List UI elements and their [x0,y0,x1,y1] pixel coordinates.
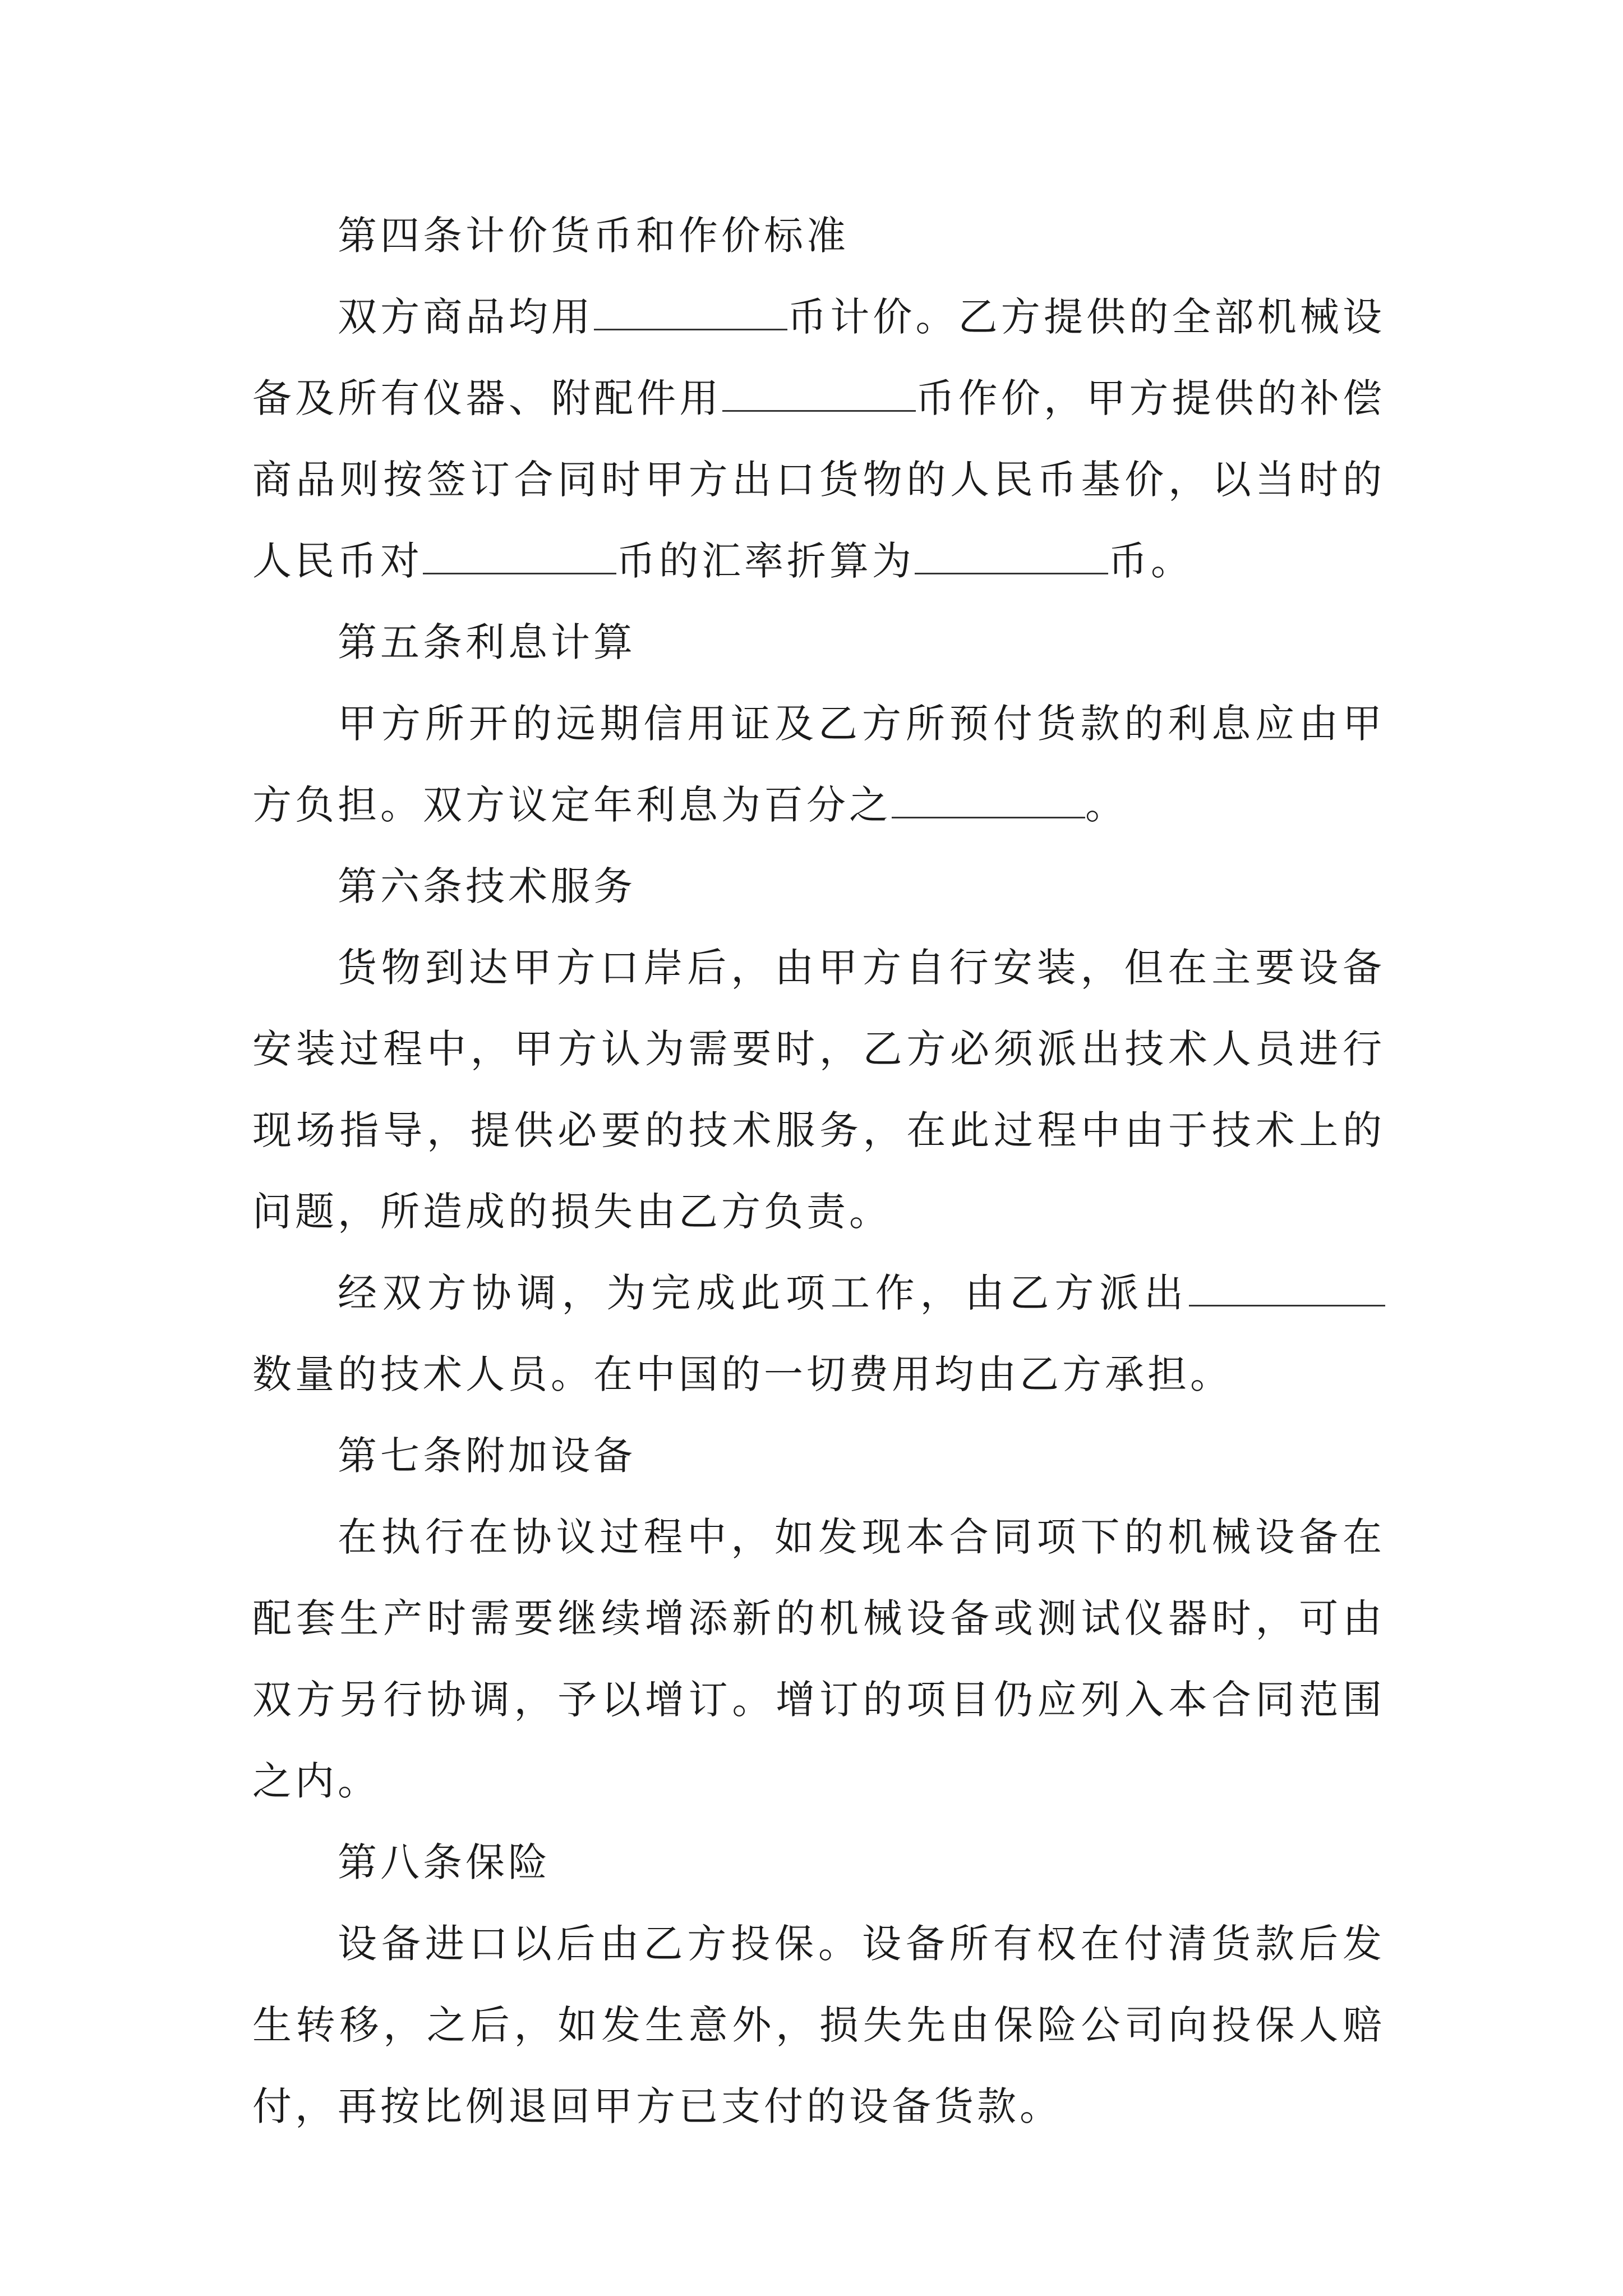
blank-currency-4[interactable] [915,540,1108,574]
blank-technician-count[interactable] [1189,1272,1385,1306]
article-4-text-a: 双方商品均用 [338,294,594,340]
article-5-text-b: 。 [1085,782,1128,828]
blank-currency-3[interactable] [423,540,616,574]
article-7-paragraph: 在执行在协议过程中，如发现本合同项下的机械设备在配套生产时需要继续增添新的机械设备或测试仪器时，可由双方另行协调，予以增订。增订的项目仍应列入本合同范围之内。 [252,1514,1385,1804]
article-5-paragraph [252,683,1385,846]
blank-interest-rate[interactable] [892,784,1085,818]
article-6-paragraph-2 [252,1253,1385,1415]
article-6-heading: 第六条技术服务 [338,863,636,909]
article-5-heading: 第五条利息计算 [338,619,636,665]
article-4-text-c: 币作价，甲方提供的补偿商品则按签订合同时甲方出口货物的人民币基价，以当时的人民币对 [252,375,1385,584]
article-6-text-b: 数量的技术人员。在中国的一切费用均由乙方承担。 [252,1351,1233,1397]
article-6-paragraph-1: 货物到达甲方口岸后，由甲方自行安装，但在主要设备安装过程中，甲方认为需要时，乙方必须派出技术人员进行现场指导，提供必要的技术服务，在此过程中由于技术上的问题，所造成的损失由乙方负责。 [252,945,1385,1235]
article-4-heading: 第四条计价货币和作价标准 [338,213,849,259]
article-4-paragraph [252,277,1385,602]
article-7-heading: 第七条附加设备 [338,1433,636,1479]
blank-currency-1[interactable] [594,296,787,330]
article-6-text-a: 经双方协调，为完成此项工作，由乙方派出 [338,1270,1189,1316]
article-4-text-d: 币的汇率折算为 [616,538,915,584]
article-5-text-a: 甲方所开的远期信用证及乙方所预付货款的利息应由甲方负担。双方议定年利息为百分之 [252,701,1385,828]
article-8-paragraph: 设备进口以后由乙方投保。设备所有权在付清货款后发生转移，之后，如发生意外，损失先由保险公司向投保人赔付，再按比例退回甲方已支付的设备货款。 [252,1921,1385,2129]
blank-currency-2[interactable] [722,378,916,412]
article-4-text-b: 币计价。乙方提供的全部机械设备及所有仪器、附配件用 [252,294,1386,421]
document-body [252,195,1385,2147]
article-8-heading: 第八条保险 [338,1839,551,1885]
article-4-text-e: 币。 [1108,538,1193,584]
